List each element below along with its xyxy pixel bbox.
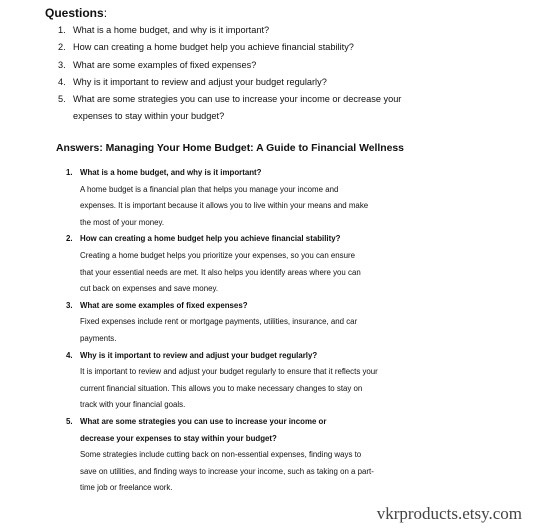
question-item-5 (45, 91, 418, 126)
answer-question: Why is it important to review and adjust your budget regularly? (80, 350, 318, 360)
question-item-3 (45, 57, 515, 74)
answer-number: 5. (66, 416, 73, 426)
watermark: vkrproducts.etsy.com (376, 504, 522, 523)
answer-text: A home budget is a financial plan that helps you manage your income and expenses. It is important because it allows you to live within your means and make the most of your money. (80, 184, 369, 227)
question-text: What are some strategies you can use to increase your income or decrease your expenses to stay within your budget? (73, 94, 402, 122)
answer-question: What are some strategies you can use to increase your income or decrease your expenses to stay within your budget? (80, 416, 327, 443)
questions-heading-colon: : (103, 6, 108, 20)
question-item-2 (45, 39, 515, 56)
answer-item-1 (66, 165, 486, 231)
answer-number: 2. (66, 234, 73, 244)
answers-heading: Answers: Managing Your Home Budget: A Guide to Financial Wellness (56, 143, 404, 154)
question-number: 5. (58, 94, 66, 105)
question-number: 2. (58, 42, 66, 53)
answer-question: How can creating a home budget help you achieve financial stability? (80, 234, 341, 244)
answers-list (66, 165, 486, 497)
answer-item-5 (66, 414, 486, 497)
answer-number: 4. (66, 350, 73, 360)
answer-text: It is important to review and adjust your budget regularly to ensure that it reflects your current financial situation. This allows you to make necessary changes to stay on track with your financial goals. (80, 367, 378, 410)
answer-question: What is a home budget, and why is it important? (80, 168, 262, 177)
question-item-4 (45, 74, 515, 91)
question-item-1 (45, 22, 515, 39)
question-number: 4. (58, 76, 66, 87)
questions-heading-text: Questions (45, 6, 104, 20)
question-text: What are some examples of fixed expenses? (73, 59, 257, 70)
answer-item-4 (66, 348, 486, 414)
answer-item-3 (66, 298, 486, 348)
question-text: What is a home budget, and why is it important? (73, 25, 270, 35)
answer-number: 1. (66, 168, 73, 177)
question-number: 3. (58, 59, 66, 70)
answer-text: Some strategies include cutting back on non-essential expenses, finding ways to save on utilities, and finding ways to increase your income, such as taking on a part-time job or freelance work. (80, 450, 374, 493)
question-text: How can creating a home budget help you achieve financial stability? (73, 42, 354, 53)
answer-number: 3. (66, 300, 73, 310)
answer-item-2 (66, 231, 486, 297)
answer-text: Fixed expenses include rent or mortgage payments, utilities, insurance, and car payments. (80, 317, 358, 343)
answer-question: What are some examples of fixed expenses? (80, 300, 248, 310)
questions-heading (45, 6, 107, 20)
question-number: 1. (58, 25, 66, 35)
answer-text: Creating a home budget helps you prioritize your expenses, so you can ensure that your essential needs are met. It also helps you identify areas where you can cut back on expenses and save money. (80, 250, 361, 294)
question-text: Why is it important to review and adjust your budget regularly? (73, 76, 327, 87)
questions-list (45, 22, 515, 126)
